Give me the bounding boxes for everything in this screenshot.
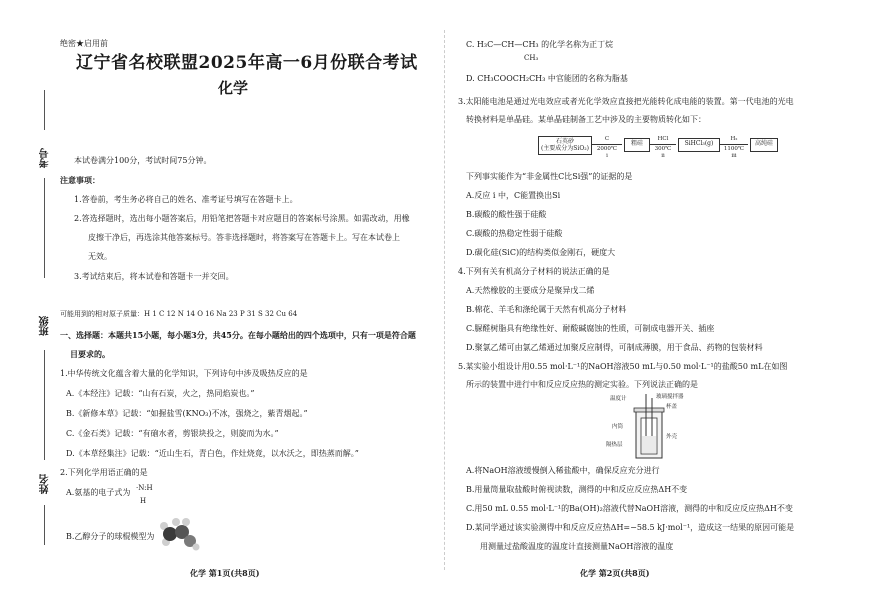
inner-vessel-label: 内筒 <box>612 424 624 430</box>
q5-option-a: A.将NaOH溶液缓慢倒入稀盐酸中，确保反应充分进行 <box>466 466 660 475</box>
q3-option-b: B.碳酸的酸性强于硅酸 <box>466 210 547 219</box>
q1-option-c: C.《金石类》记载：“有硇水者，剪银块投之，则旋而为水。” <box>66 429 279 438</box>
flow-arrow-2 <box>650 144 676 145</box>
q3-option-a: A.反应 i 中，C能置换出Si <box>466 191 561 200</box>
flow-arrow-3 <box>720 144 748 145</box>
ethanol-ball-stick-model <box>158 516 200 552</box>
q4-option-b: B.棉花、羊毛和涤纶属于天然有机高分子材料 <box>466 305 627 314</box>
flow-arrow-3-condition: 1100℃ <box>723 146 745 152</box>
atomic-masses: 可能用到的相对原子质量：H 1 C 12 N 14 O 16 Na 23 P 31 S 32 Cu 64 <box>60 310 298 318</box>
q4-option-c: C.脲醛树脂具有绝缘性好、耐酸碱腐蚀的性质，可制成电器开关、插座 <box>466 324 715 333</box>
confidential-mark: 绝密★启用前 <box>60 39 108 48</box>
q2-option-b: B.乙醇分子的球棍模型为 <box>66 532 155 541</box>
q2-option-a: A.氨基的电子式为 <box>66 488 131 497</box>
flow-box-quartz-label: 石英砂 <box>555 138 574 145</box>
insulation-label: 隔热层 <box>606 442 623 448</box>
q1-option-a: A.《本经注》记载：“山有石炭，火之，热同焰炭也。” <box>66 389 255 398</box>
q4-option-d: D.聚氯乙烯可由氯乙烯通过加聚反应制得，可制成薄膜，用于食品、药物的包装材料 <box>466 343 763 352</box>
flow-box-quartz <box>538 136 592 155</box>
note-2-cont: 皮擦干净后，再选涂其他答案标号。答非选择题时，将答案写在答题卡上。写在本试卷上 <box>88 233 400 242</box>
q3-option-c: C.碳酸的热稳定性弱于硅酸 <box>466 229 563 238</box>
q1-option-d: D.《本草经集注》记载：“近山生石，青白色，作灶烧竟，以水沃之，即热蒸而解。” <box>66 449 359 458</box>
flow-arrow-2-reagent: HCl <box>657 136 669 142</box>
q5-option-d: D.某同学通过该实验测得中和反应反应热ΔH=−58.5 kJ·mol⁻¹，造成这一结果的原因可能是 <box>466 523 795 532</box>
flow-box-quartz-sub: (主要成分为SiO₂) <box>540 145 590 152</box>
flow-arrow-1-reagent: C <box>604 136 610 142</box>
q1-option-b: B.《新修本草》记载：“如握盐雪(KNO₃)不冰，强烧之，紫青烟起。” <box>66 409 308 418</box>
flow-arrow-1 <box>592 144 622 145</box>
q5-option-c: C.用50 mL 0.55 mol·L⁻¹的Ba(OH)₂溶液代替NaOH溶液，测得的中和反应反应热ΔH不变 <box>466 504 793 513</box>
q3-stem: 3.太阳能电池是通过光电效应或者光化学效应直接把光能转化成电能的装置。第一代电池的光电 <box>458 97 794 106</box>
flow-box-sihcl3: SiHCl₃(g) <box>678 138 720 152</box>
amino-electron-formula-h: H <box>140 497 147 505</box>
q2-option-c-branch: CH₃ <box>524 54 539 62</box>
flow-arrow-1-step: i <box>606 153 608 159</box>
sidebar-line <box>44 505 45 545</box>
page-footer-left: 化学 第1页(共8页) <box>190 568 260 578</box>
flow-arrow-1-condition: 2000℃ <box>596 146 618 152</box>
sidebar-line <box>44 350 45 460</box>
sidebar-line <box>44 178 45 278</box>
outer-shell-label: 外壳 <box>666 434 678 440</box>
section-heading: 一、选择题：本题共15小题，每小题3分，共45分。在每小题给出的四个选项中，只有一项是符合题 <box>60 330 416 340</box>
sidebar-line <box>44 90 45 130</box>
amino-electron-formula: ·N:H <box>136 484 153 492</box>
flow-arrow-3-reagent: H₂ <box>730 136 738 142</box>
q2-option-c: C. H₃C—CH—CH₃ 的化学名称为正丁烷 <box>466 40 614 49</box>
flow-box-pure-si: 高纯硅 <box>750 138 778 152</box>
note-3: 3.考试结束后，将本试卷和答题卡一并交回。 <box>74 272 234 281</box>
q5-option-d-cont: 用测量过盐酸温度的温度计直接测量NaOH溶液的温度 <box>480 542 674 551</box>
calorimeter-diagram <box>606 392 684 462</box>
exam-title: 辽宁省名校联盟2025年高一6月份联合考试 <box>76 53 418 73</box>
note-2-end: 无效。 <box>88 252 112 261</box>
q4-option-a: A.天然橡胶的主要成分是聚异戊二烯 <box>466 286 595 295</box>
q5-stem: 5.某实验小组设计用0.55 mol·L⁻¹的NaOH溶液50 mL与0.50 mol·L⁻¹的盐酸50 mL在如图 <box>458 362 788 371</box>
flow-arrow-2-step: ii <box>661 153 665 159</box>
sidebar-class: 班级 <box>40 316 51 336</box>
section-heading-cont: 目要求的。 <box>70 349 110 359</box>
flow-arrow-3-step: iii <box>731 153 737 159</box>
q2-stem: 2.下列化学用语正确的是 <box>60 468 148 477</box>
note-1: 1.答卷前，考生务必将自己的姓名、准考证号填写在答题卡上。 <box>74 195 298 204</box>
q3-option-d: D.碳化硅(SiC)的结构类似金刚石，硬度大 <box>466 248 616 257</box>
q5-stem-cont: 所示的装置中进行中和反应反应热的测定实验。下列说法正确的是 <box>466 380 698 389</box>
sidebar-name: 姓名 <box>40 474 51 494</box>
thermometer-label: 温度计 <box>610 396 627 402</box>
q3-stem-cont: 转换材料是单晶硅。某单晶硅制备工艺中涉及的主要物质转化如下： <box>466 115 706 124</box>
q4-stem: 4.下列有关有机高分子材料的说法正确的是 <box>458 267 610 276</box>
flow-arrow-2-condition: 300℃ <box>654 146 672 152</box>
q5-option-b: B.用量筒量取盐酸时俯视读数，测得的中和反应反应热ΔH不变 <box>466 485 688 494</box>
sidebar-exam-number: 考号 <box>40 148 51 168</box>
full-score: 本试卷满分100分，考试时间75分钟。 <box>74 156 212 165</box>
stirrer-label: 玻璃搅拌器 <box>656 394 684 400</box>
notes-title: 注意事项： <box>60 175 100 185</box>
note-2: 2.答选择题时，选出每小题答案后，用铅笔把答题卡对应题目的答案标号涂黑。如需改动，用橡 <box>74 214 410 223</box>
q2-option-d: D. CH₃COOCH₂CH₃ 中官能团的名称为脂基 <box>466 74 628 83</box>
page-divider <box>444 30 445 570</box>
lid-label: 杯盖 <box>666 404 678 410</box>
subject-title: 化学 <box>218 79 249 97</box>
q1-stem: 1.中华传统文化蕴含着大量的化学知识，下列诗句中涉及吸热反应的是 <box>60 369 308 378</box>
q3-question: 下列事实能作为“非金属性C比Si强”的证据的是 <box>466 172 633 181</box>
page-footer-right: 化学 第2页(共8页) <box>580 568 650 578</box>
flow-box-crude-si: 粗硅 <box>624 138 650 152</box>
